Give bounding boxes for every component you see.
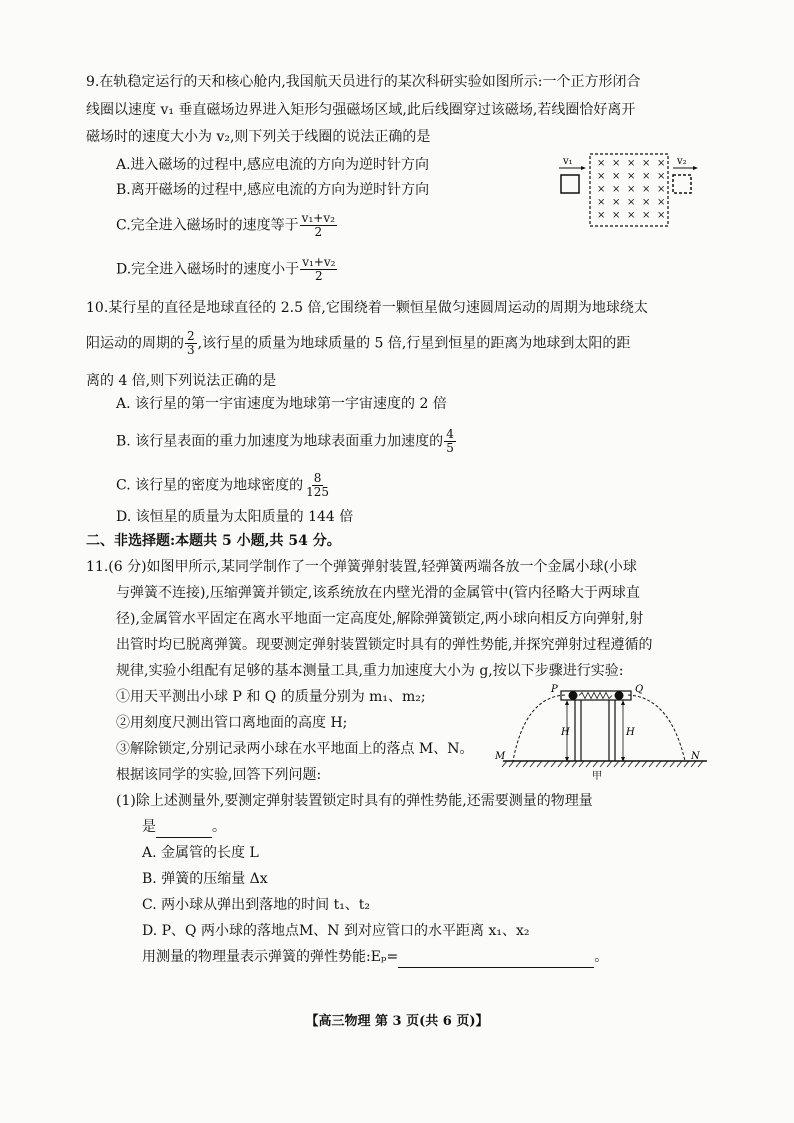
field-cross: × xyxy=(627,184,636,195)
ground-hatch xyxy=(684,761,689,767)
ground-hatch xyxy=(663,761,668,767)
ground-hatch xyxy=(670,761,675,767)
page-footer: 【高三物理 第 3 页(共 6 页)】 xyxy=(305,1014,489,1029)
q10-line2 xyxy=(86,330,630,357)
figure-v1-label: v₁ xyxy=(563,156,573,167)
ground-hatch xyxy=(558,761,563,767)
ground-hatch xyxy=(516,761,521,767)
field-cross: × xyxy=(612,184,621,195)
field-cross: × xyxy=(657,197,666,208)
q10-line1: 10.某行星的直径是地球直径的 2.5 倍,它围绕着一颗恒星做匀速圆周运动的周期为地球绕太 xyxy=(86,300,648,316)
q11-energy-suffix: 。 xyxy=(594,949,609,965)
q10-period-fraction: $\frac{2}{3}$ xyxy=(187,329,195,357)
q11-line5: 规律,实验小组配有足够的基本测量工具,重力加速度大小为 g,按以下步骤进行实验: xyxy=(116,663,624,679)
ground-hatch xyxy=(607,761,612,767)
q11-line2: 与弹簧不连接),压缩弹簧并锁定,该系统放在内壁光滑的金属管中(管内径略大于两球直 xyxy=(116,585,640,601)
field-cross: × xyxy=(597,197,606,208)
field-cross: × xyxy=(597,184,606,195)
q9-line2: 线圈以速度 v₁ 垂直磁场边界进入矩形匀强磁场区域,此后线圈穿过该磁场,若线圈恰好离开 xyxy=(86,102,636,118)
q9-line1: 9.在轨稳定运行的天和核心舱内,我国航天员进行的某次科研实验如图所示:一个正方形闭合 xyxy=(86,74,641,90)
q11-line3: 径),金属管水平固定在离水平地面一定高度处,解除弹簧锁定,两小球向相反方向弹射,射 xyxy=(116,611,644,627)
q10-option-c-fraction: $\frac{8}{125}$ xyxy=(306,471,330,499)
field-cross: × xyxy=(627,171,636,182)
ball-q-label: Q xyxy=(635,684,644,695)
ground-hatch xyxy=(621,761,626,767)
ground-hatch xyxy=(642,761,647,767)
landing-n-label: N xyxy=(691,751,700,762)
q10-option-a: A. 该行星的第一宇宙速度为地球第一宇宙速度的 2 倍 xyxy=(116,396,447,412)
field-cross: × xyxy=(642,197,651,208)
spring-launcher-figure xyxy=(495,683,715,783)
section-heading: 二、非选择题:本题共 5 小题,共 54 分。 xyxy=(86,533,341,549)
q11-sub1-suffix: 。 xyxy=(212,819,226,835)
q11-option-c: C. 两小球从弹出到落地的时间 t₁、t₂ xyxy=(142,897,371,913)
q10-line2-start: 阳运动的周期的 xyxy=(86,335,184,352)
field-cross: × xyxy=(642,210,651,221)
q10-option-b-fraction: $\frac{4}{5}$ xyxy=(446,427,454,455)
ground-hatch xyxy=(600,761,605,767)
q9-option-b: B.离开磁场的过程中,感应电流的方向为逆时针方向 xyxy=(116,182,430,198)
q11-sub1-blank-line xyxy=(142,817,226,838)
q11-step3: ③解除锁定,分别记录两小球在水平地面上的落点 M、N。 xyxy=(116,741,474,757)
ground-hatch xyxy=(572,761,577,767)
figure-v2-label: v₂ xyxy=(677,156,687,167)
field-cross: × xyxy=(657,184,666,195)
ground-hatch xyxy=(523,761,528,767)
q9-option-d-fraction: $\frac{\text{v₁+v₂}}{2}$ xyxy=(302,255,336,283)
ground-hatch xyxy=(628,761,633,767)
field-cross: × xyxy=(612,158,621,169)
q11-line4: 出管时均已脱离弹簧。现要测定弹射装置锁定时具有的弹性势能,并探究弹射过程遵循的 xyxy=(116,637,653,653)
q10-line3: 离的 4 倍,则下列说法正确的是 xyxy=(86,373,277,389)
field-cross: × xyxy=(642,158,651,169)
field-cross: × xyxy=(627,210,636,221)
q9-option-a: A.进入磁场的过程中,感应电流的方向为逆时针方向 xyxy=(116,157,430,173)
ground-hatch xyxy=(565,761,570,767)
ground-hatch xyxy=(635,761,640,767)
q9-line3: 磁场时的速度大小为 v₂,则下列关于线圈的说法正确的是 xyxy=(86,129,431,145)
ground-hatch xyxy=(656,761,661,767)
q10-option-b-text: B. 该行星表面的重力加速度为地球表面重力加速度的 xyxy=(116,433,444,450)
q9-option-d-text: D.完全进入磁场时的速度小于 xyxy=(116,261,300,278)
ground-hatch xyxy=(537,761,542,767)
ground-hatch xyxy=(614,761,619,767)
q11-step1: ①用天平测出小球 P 和 Q 的质量分别为 m₁、m₂; xyxy=(116,689,426,705)
q11-option-d: D. P、Q 两小球的落地点M、N 到对应管口的水平距离 x₁、x₂ xyxy=(142,923,530,939)
field-cross: × xyxy=(612,171,621,182)
q11-energy-text: 用测量的物理量表示弹簧的弹性势能:Eₚ= xyxy=(142,949,399,965)
ground-hatch xyxy=(586,761,591,767)
field-cross: × xyxy=(597,171,606,182)
ground-hatch xyxy=(551,761,556,767)
q11-sub1: (1)除上述测量外,要测定弹射装置锁定时具有的弹性势能,还需要测量的物理量 xyxy=(116,793,593,809)
ground-hatch xyxy=(579,761,584,767)
ground-hatch xyxy=(509,761,514,767)
field-cross: × xyxy=(612,197,621,208)
ground-hatch xyxy=(649,761,654,767)
q9-option-c-fraction: $\frac{\text{v₁+v₂}}{2}$ xyxy=(301,211,335,239)
q11-energy-line xyxy=(142,947,608,968)
field-cross: × xyxy=(597,158,606,169)
q11-option-a: A. 金属管的长度 L xyxy=(142,845,259,861)
ground-hatch xyxy=(593,761,598,767)
q10-option-b xyxy=(116,428,457,455)
q9-option-c xyxy=(116,212,338,239)
q10-line2-end: ,该行星的质量为地球质量的 5 倍,行星到恒星的距离为地球到太阳的距 xyxy=(197,335,631,352)
field-cross: × xyxy=(627,158,636,169)
field-cross: × xyxy=(657,171,666,182)
answer-blank-1[interactable] xyxy=(156,817,212,838)
field-cross: × xyxy=(612,210,621,221)
q11-sub1-prefix: 是 xyxy=(142,819,156,835)
q11-line1: 11.(6 分)如图甲所示,某同学制作了一个弹簧弹射装置,轻弹簧两端各放一个金属小球(小球 xyxy=(86,559,637,575)
q10-option-c xyxy=(116,472,332,499)
field-cross: × xyxy=(657,210,666,221)
q11-option-b: B. 弹簧的压缩量 Δx xyxy=(142,871,268,887)
q10-option-c-text: C. 该行星的密度为地球密度的 xyxy=(116,477,304,494)
field-cross: × xyxy=(657,158,666,169)
figure-caption: 甲 xyxy=(592,771,602,782)
q10-option-d: D. 该恒星的质量为太阳质量的 144 倍 xyxy=(116,509,354,525)
field-cross: × xyxy=(597,210,606,221)
ground-hatch xyxy=(544,761,549,767)
ball-p-label: P xyxy=(551,684,558,695)
q9-option-d xyxy=(116,256,338,283)
answer-blank-2[interactable] xyxy=(398,947,594,968)
q11-prompt: 根据该同学的实验,回答下列问题: xyxy=(116,767,322,783)
q9-option-c-text: C.完全进入磁场时的速度等于 xyxy=(116,217,299,234)
height-label-right: H xyxy=(626,727,635,738)
height-label-left: H xyxy=(561,727,570,738)
magnetic-field-figure xyxy=(553,150,698,230)
field-cross: × xyxy=(642,184,651,195)
ground-hatch xyxy=(530,761,535,767)
field-cross: × xyxy=(642,171,651,182)
q11-step2: ②用刻度尺测出管口离地面的高度 H; xyxy=(116,715,348,731)
ground-hatch xyxy=(677,761,682,767)
field-cross: × xyxy=(627,197,636,208)
landing-m-label: M xyxy=(495,751,506,762)
